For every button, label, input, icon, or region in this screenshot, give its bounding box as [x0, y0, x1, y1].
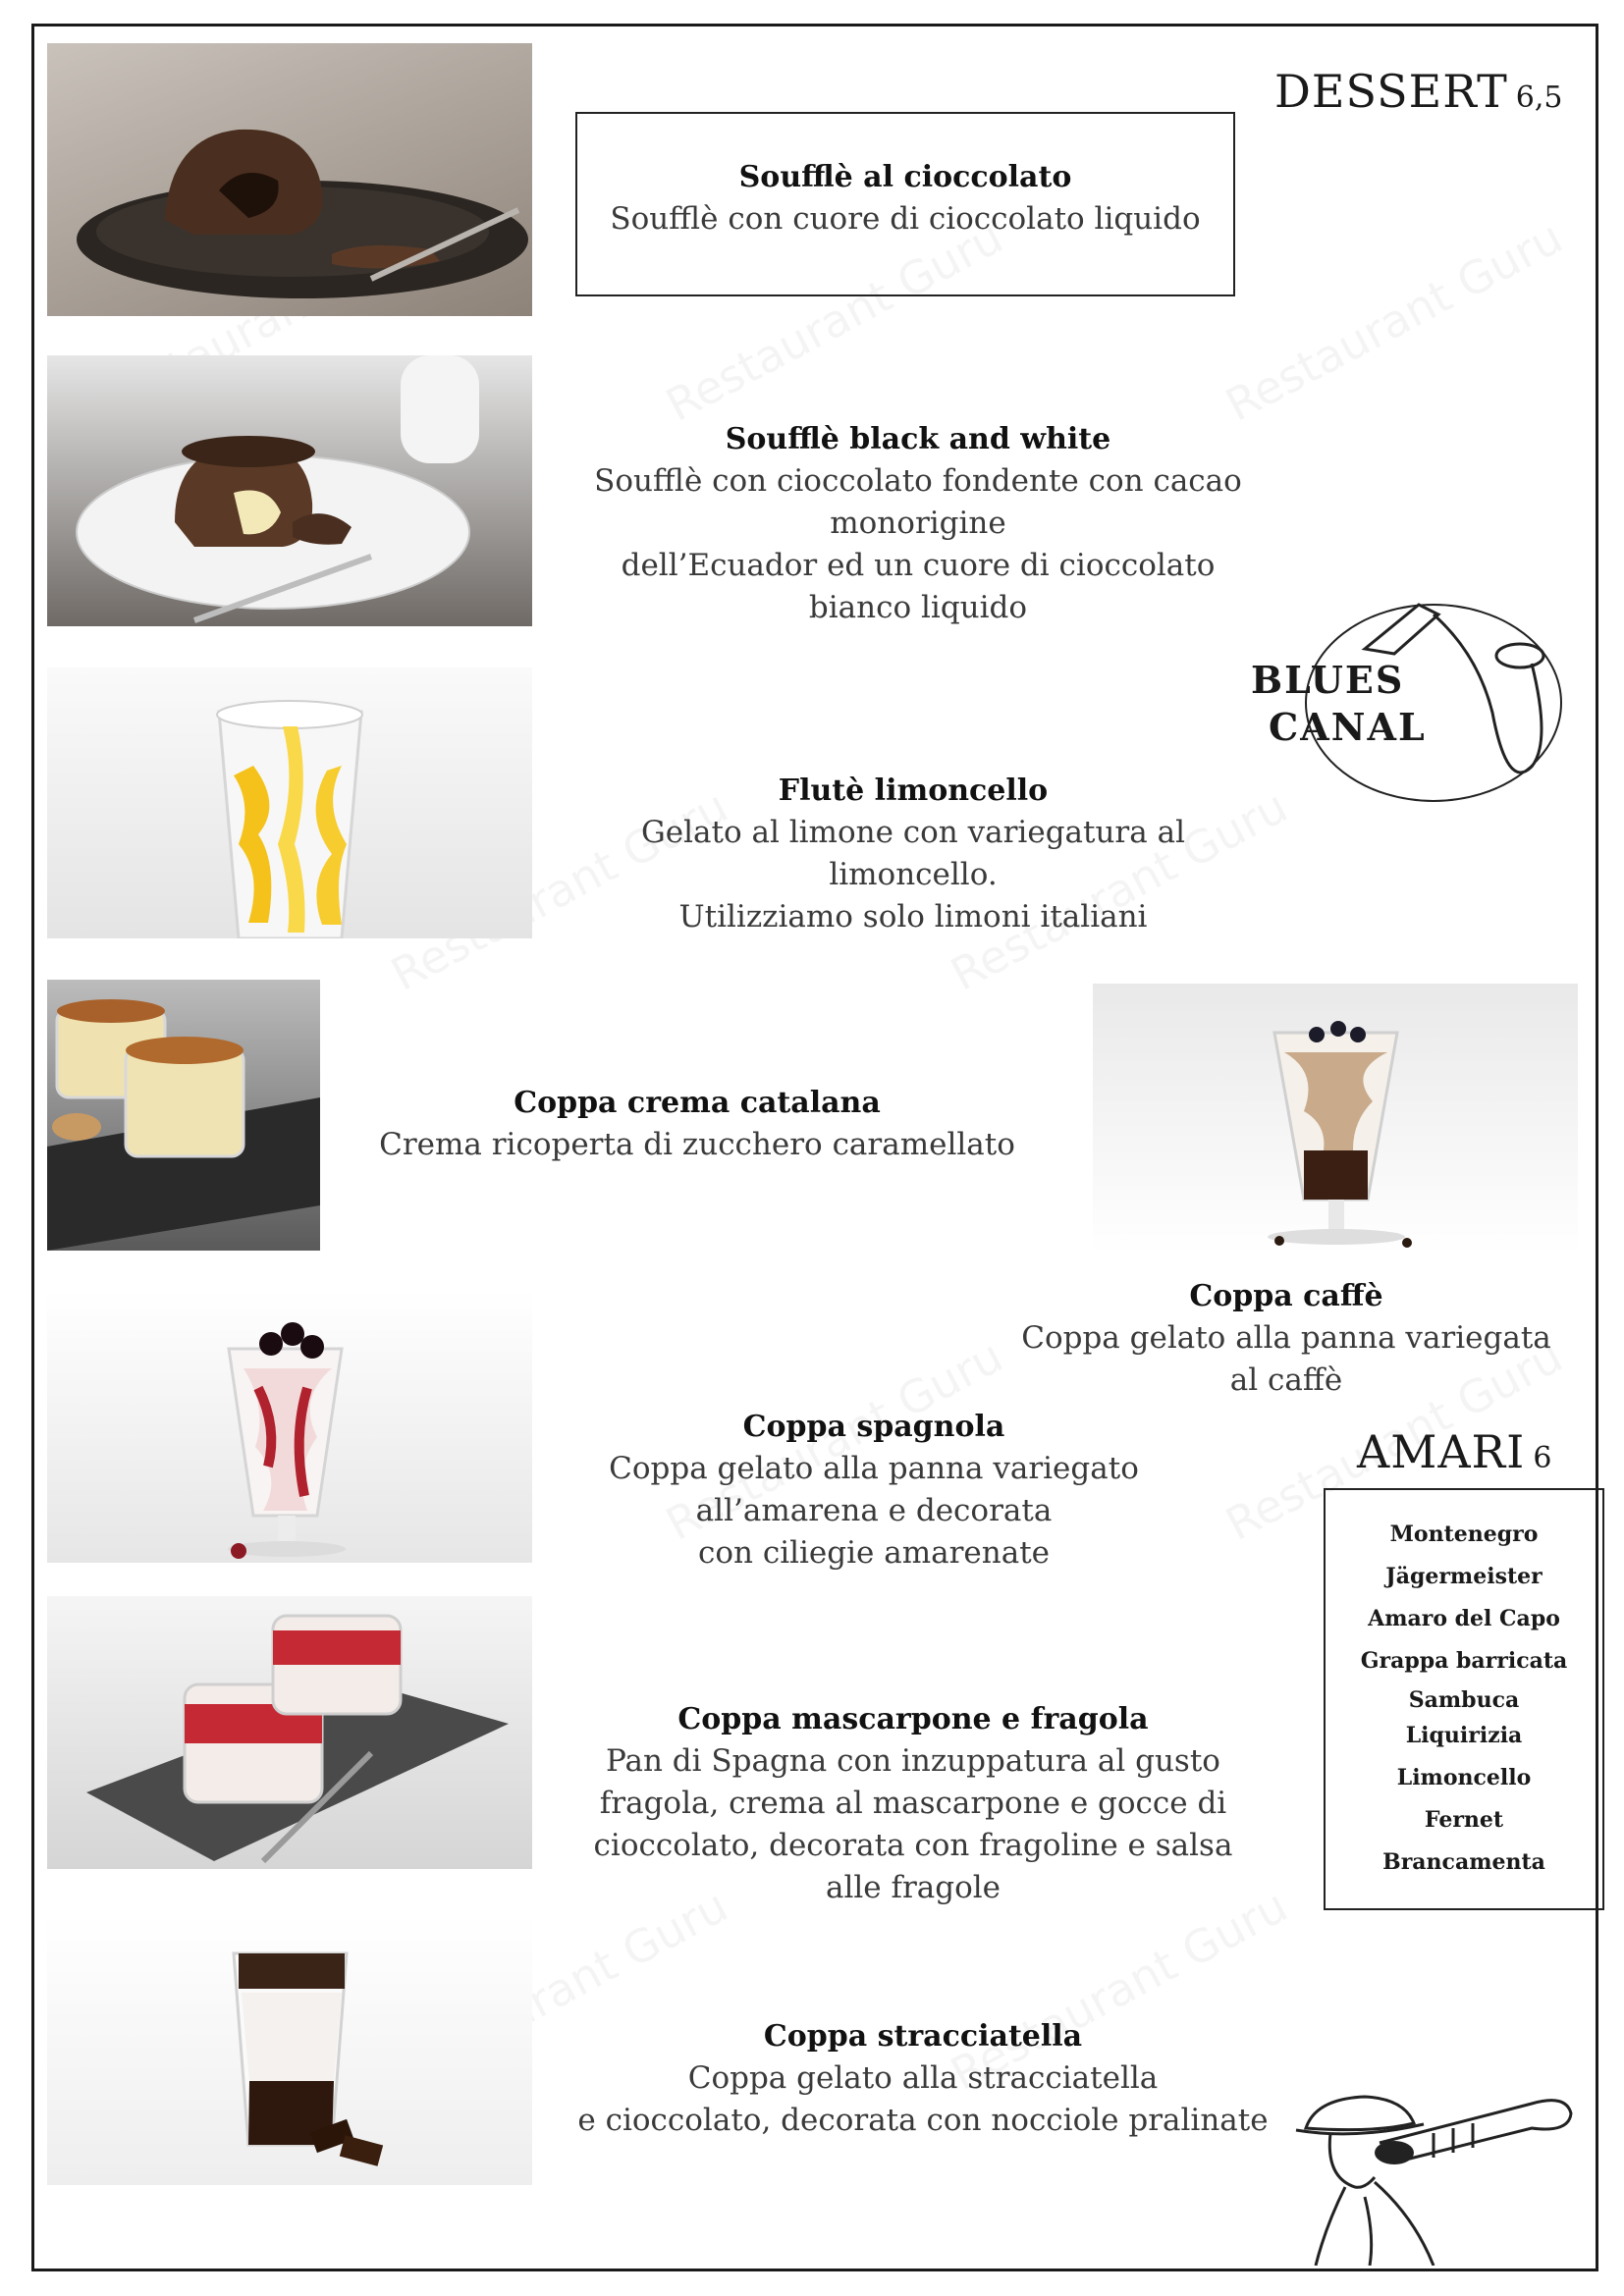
- saxophone-icon: [1237, 595, 1571, 811]
- list-item: Limoncello: [1396, 1765, 1532, 1790]
- amari-heading: [1357, 1425, 1551, 1478]
- item-name: Flutè limoncello: [778, 774, 1049, 808]
- dessert-title: DESSERT: [1274, 65, 1508, 118]
- list-item: Montenegro: [1389, 1522, 1539, 1547]
- photo-souffle-cioccolato: [47, 43, 532, 316]
- list-item: Grappa barricata: [1360, 1648, 1568, 1674]
- photo-mascarpone-fragola: [47, 1596, 532, 1869]
- photo-crema-catalana: [47, 980, 320, 1251]
- item-crema-catalana: [334, 1083, 1060, 1166]
- dessert-price: 6,5: [1515, 80, 1563, 115]
- item-souffle-cioccolato: [575, 112, 1235, 296]
- item-name: Soufflè al cioccolato: [738, 160, 1072, 194]
- logo-line-1: BLUES: [1251, 658, 1405, 702]
- photo-coppa-stracciatella: [47, 1914, 532, 2185]
- list-item: Amaro del Capo: [1368, 1606, 1560, 1631]
- item-description: Soufflè con cioccolato fondente con cacao monorigine dell’Ecuador ed un cuore di cioccolato bianco liquido: [594, 463, 1242, 625]
- item-souffle-black-white: [550, 419, 1286, 629]
- item-description: Coppa gelato alla stracciatella e cioccolato, decorata con nocciole pralinate: [577, 2060, 1269, 2138]
- amari-title: AMARI: [1357, 1425, 1526, 1478]
- amari-price: 6: [1533, 1441, 1552, 1475]
- item-name: Coppa caffè: [1189, 1279, 1383, 1313]
- item-name: Soufflè black and white: [725, 422, 1111, 456]
- item-coppa-stracciatella: [530, 2016, 1316, 2142]
- list-item: Brancamenta: [1382, 1849, 1545, 1875]
- item-name: Coppa crema catalana: [514, 1086, 881, 1120]
- item-flute-limoncello: [550, 771, 1276, 938]
- item-name: Coppa stracciatella: [763, 2019, 1083, 2054]
- item-description: Crema ricoperta di zucchero caramellato: [379, 1127, 1015, 1162]
- item-description: Gelato al limone con variegatura al limoncello. Utilizziamo solo limoni italiani: [640, 815, 1185, 934]
- item-coppa-caffe: [992, 1276, 1581, 1402]
- trumpet-player-icon: [1286, 2079, 1581, 2266]
- photo-coppa-spagnola: [47, 1290, 532, 1563]
- item-name: Coppa spagnola: [742, 1410, 1005, 1444]
- photo-souffle-black-white: [47, 355, 532, 626]
- item-mascarpone-fragola: [530, 1699, 1296, 1909]
- item-description: Soufflè con cuore di cioccolato liquido: [610, 201, 1201, 237]
- amari-list: [1324, 1488, 1604, 1910]
- blues-canal-logo: [1237, 595, 1571, 811]
- item-description: Pan di Spagna con inzuppatura al gusto fragola, crema al mascarpone e gocce di cioccolato, decorata con fragoline e salsa alle fragole: [593, 1743, 1233, 1905]
- item-description: Coppa gelato alla panna variegato all’amarena e decorata con ciliegie amarenate: [609, 1451, 1139, 1571]
- list-item: Sambuca: [1408, 1687, 1520, 1713]
- item-name: Coppa mascarpone e fragola: [677, 1702, 1149, 1736]
- list-item: Jägermeister: [1385, 1564, 1543, 1589]
- photo-coppa-caffe: [1093, 984, 1578, 1255]
- photo-flute-limoncello: [47, 667, 532, 938]
- dessert-heading: [1274, 65, 1562, 118]
- logo-line-2: CANAL: [1269, 705, 1427, 749]
- list-item: Fernet: [1424, 1807, 1504, 1833]
- item-description: Coppa gelato alla panna variegata al caffè: [1021, 1320, 1551, 1398]
- item-coppa-spagnola: [550, 1407, 1198, 1575]
- list-item: Liquirizia: [1405, 1723, 1523, 1748]
